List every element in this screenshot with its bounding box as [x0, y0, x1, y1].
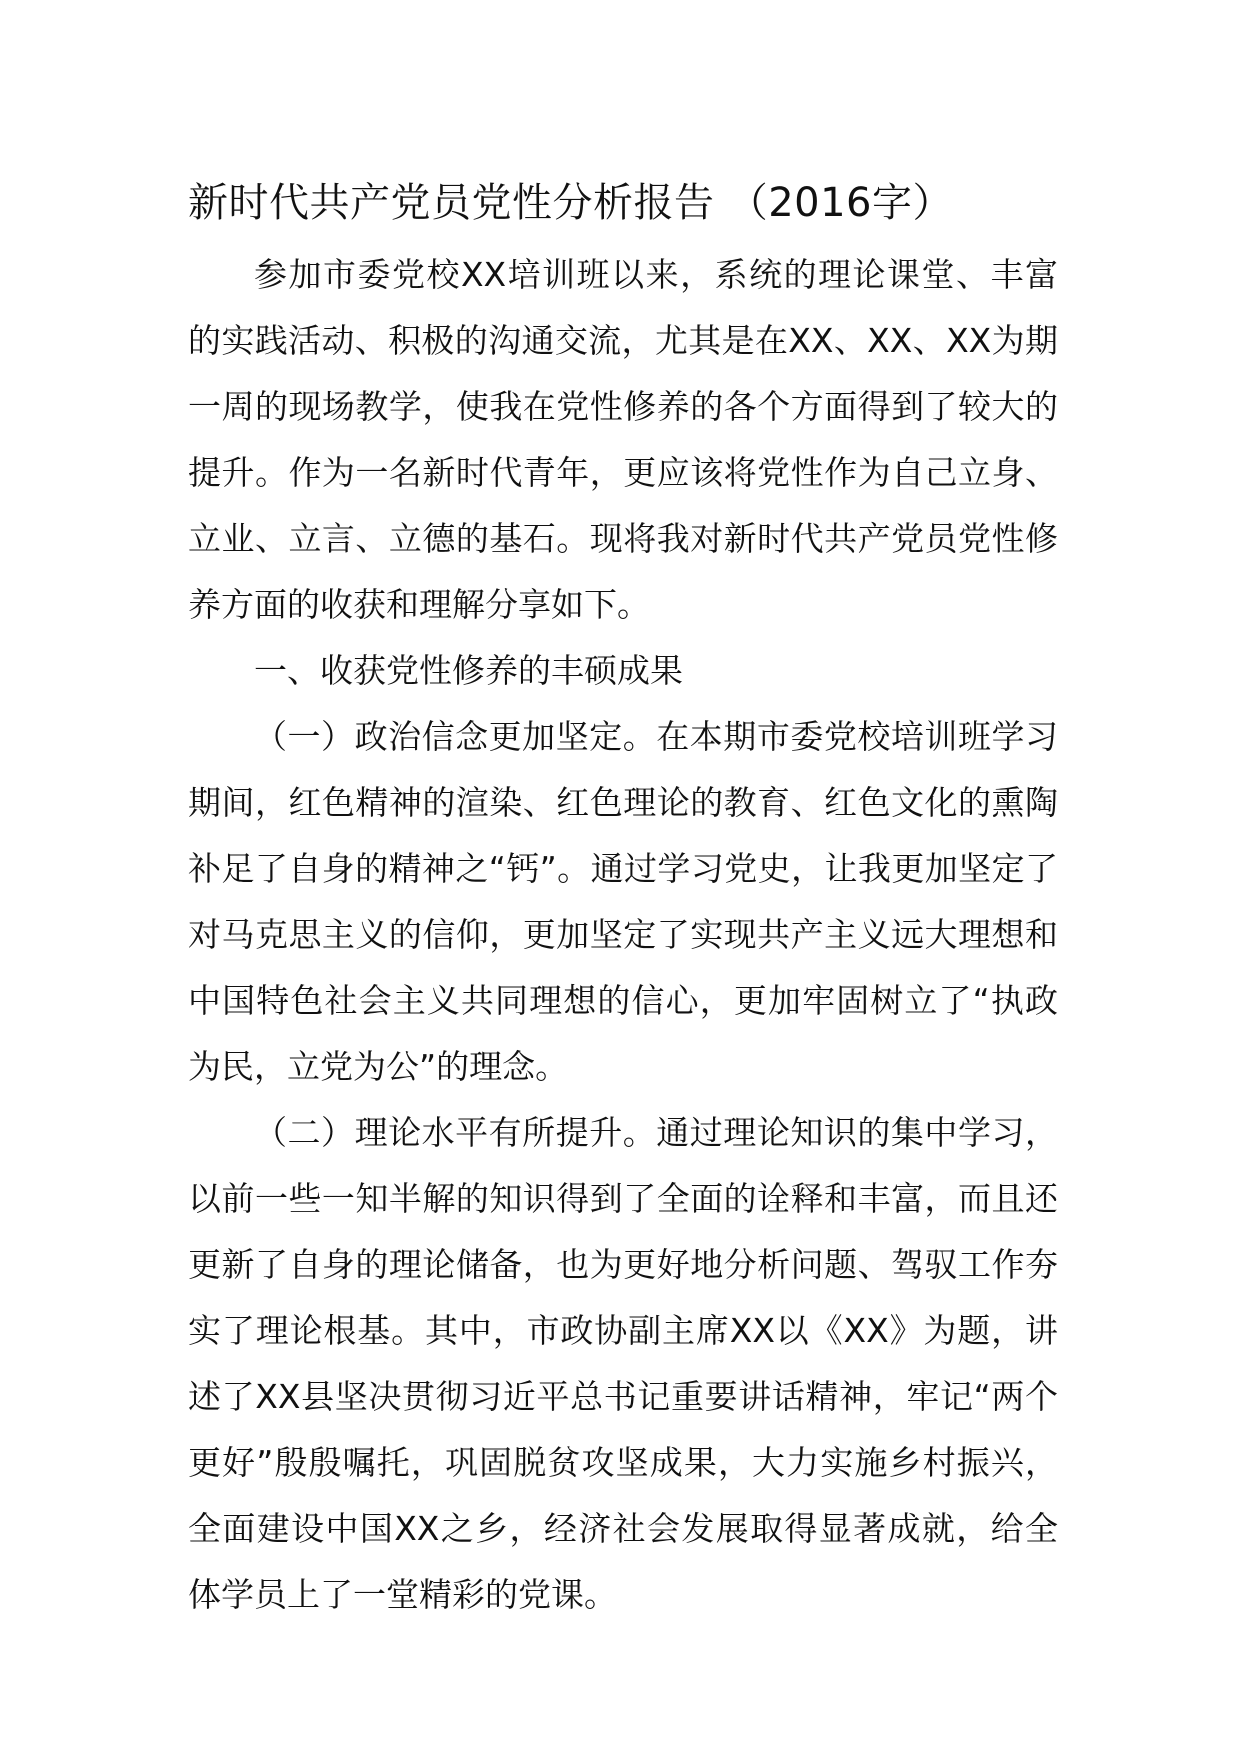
section-heading: 一、收获党性修养的丰硕成果: [254, 651, 683, 690]
document-title: 新时代共产党员党性分析报告 （2016字）: [188, 180, 954, 226]
subsection-paragraph-2: （二）理论水平有所提升。通过理论知识的集中学习，以前一些一知半解的知识得到了全面的诠释和丰富，而且还更新了自身的理论储备，也为更好地分析问题、驾驭工作夯实了理论根基。其中，市政协副主席XX以《XX》为题，讲述了XX县坚决贯彻习近平总书记重要讲话精神，牢记“两个更好”殷殷嘱托，巩固脱贫攻坚成果，大力实施乡村振兴，全面建设中国XX之乡，经济社会发展取得显著成就，给全体学员上了一堂精彩的党课。: [188, 1113, 1058, 1614]
intro-paragraph: 参加市委党校XX培训班以来，系统的理论课堂、丰富的实践活动、积极的沟通交流，尤其是在XX、XX、XX为期一周的现场教学，使我在党性修养的各个方面得到了较大的提升。作为一名新时代青年，更应该将党性作为自己立身、立业、立言、立德的基石。现将我对新时代共产党员党性修养方面的收获和理解分享如下。: [188, 255, 1058, 624]
document-page: [188, 158, 1058, 1718]
subsection-paragraph-1: （一）政治信念更加坚定。在本期市委党校培训班学习期间，红色精神的渲染、红色理论的教育、红色文化的熏陶补足了自身的精神之“钙”。通过学习党史，让我更加坚定了对马克思主义的信仰，更加坚定了实现共产主义远大理想和中国特色社会主义共同理想的信心，更加牢固树立了“执政为民，立党为公”的理念。: [188, 717, 1058, 1086]
